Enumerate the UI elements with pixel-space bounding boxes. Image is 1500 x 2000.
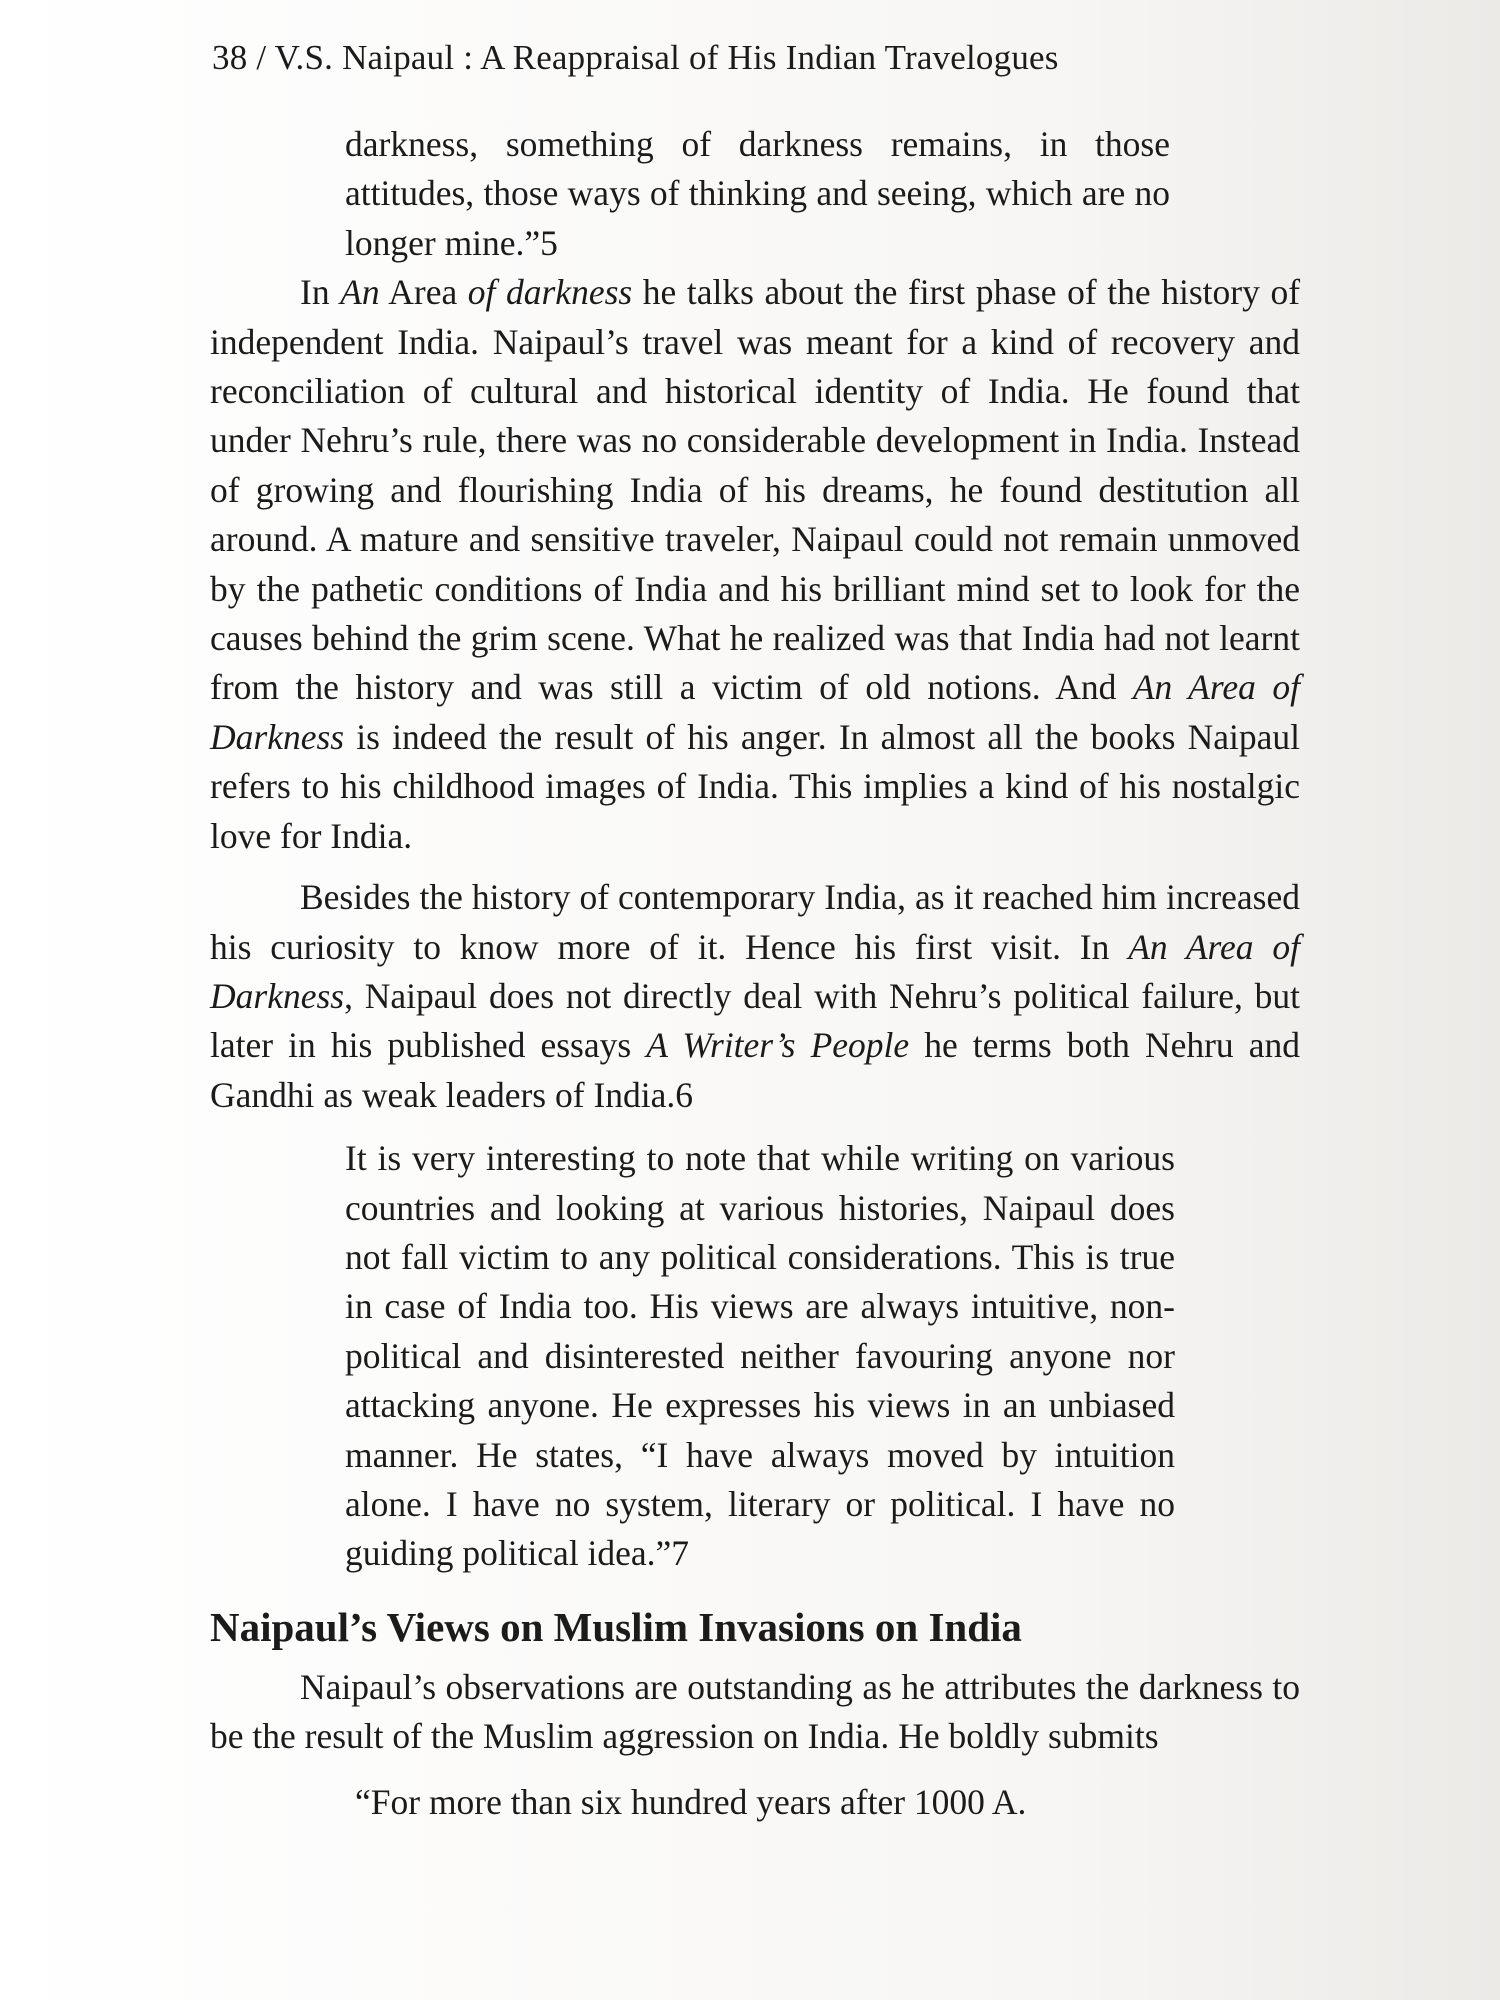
running-header: 38 / V.S. Naipaul : A Reappraisal of His Indian Travelogues — [212, 38, 1059, 77]
paragraph-contemporary-india: Besides the history of contemporary India, as it reached him increased his curiosity to know more of it. Hence his first visit. In An Area of Darkness, Naipaul does not directly deal with Nehru’s political failure, but later in his published essays A Writer’s People he terms both Nehru and Gandhi as weak leaders of India.6 — [210, 877, 1300, 1115]
block-quote-six-hundred-years: “For more than six hundred years after 1000 A. — [355, 1781, 1027, 1822]
block-quote-continued: darkness, something of darkness remains, in those attitudes, those ways of thinking and seeing, which are no longer mine.”5 — [345, 124, 1170, 263]
block-quote-intuition: It is very interesting to note that while writing on various countries and looking at various histories, Naipaul does not fall victim to any political considerations. This is true in case of India too. His views are always intuitive, non-political and disinterested neither favouring anyone nor attacking anyone. He expresses his views in an unbiased manner. He states, “I have always moved by intuition alone. I have no system, literary or political. I have no guiding political idea.”7 — [345, 1138, 1175, 1574]
section-heading: Naipaul’s Views on Muslim Invasions on India — [210, 1603, 1022, 1650]
paragraph-muslim-aggression: Naipaul’s observations are outstanding as he attributes the darkness to be the result of the Muslim aggression on India. He boldly submits — [210, 1666, 1300, 1757]
page-body — [210, 120, 1300, 1827]
paragraph-area-of-darkness: In An Area of darkness he talks about the first phase of the history of independent India. Naipaul’s travel was meant for a kind of recovery and reconciliation of cultural and historical identity of India. He found that under Nehru’s rule, there was no considerable development in India. Instead of growing and flourishing India of his dreams, he found destitution all around. A mature and sensitive traveler, Naipaul could not remain unmoved by the pathetic conditions of India and his brilliant mind set to look for the causes behind the grim scene. What he realized was that India had not learnt from the history and was still a victim of old notions. And An Area of Darkness is indeed the result of his anger. In almost all the books Naipaul refers to his childhood images of India. This implies a kind of his nostalgic love for India. — [210, 272, 1301, 856]
